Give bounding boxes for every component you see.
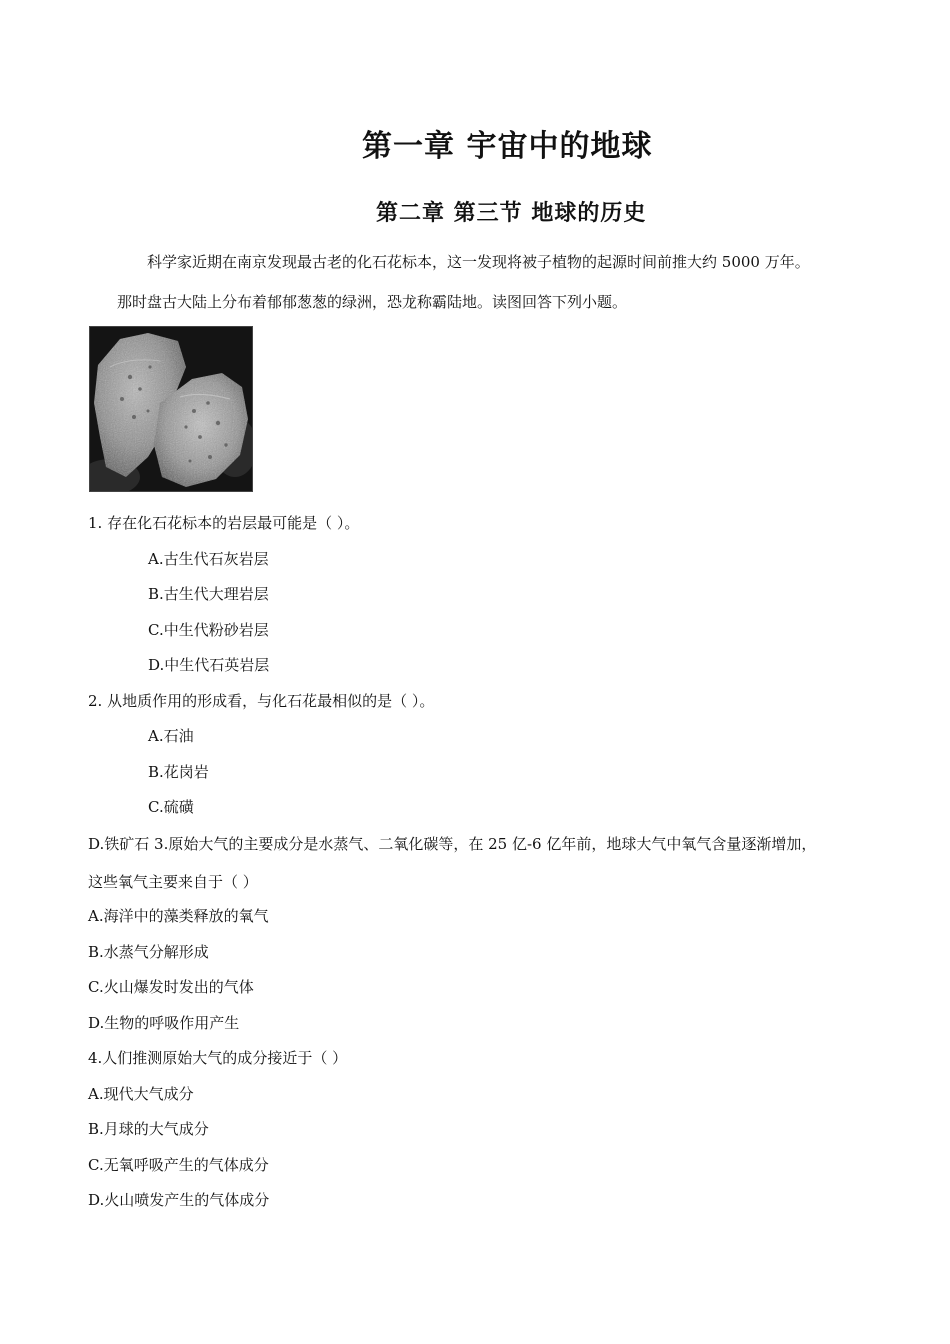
intro-line-1: 科学家近期在南京发现最古老的化石花标本，这一发现将被子植物的起源时间前推大约 5000 万年。 — [147, 253, 810, 271]
page-title: 第一章 宇宙中的地球 — [362, 129, 653, 164]
question-2-option-c: C.硫磺 — [148, 798, 194, 816]
question-3-option-d: D.生物的呼吸作用产生 — [88, 1014, 240, 1032]
question-3-option-c: C.火山爆发时发出的气体 — [88, 978, 254, 996]
fossil-flower-icon — [90, 327, 252, 491]
question-1-option-b: B.古生代大理岩层 — [148, 585, 269, 603]
question-4-option-b: B.月球的大气成分 — [88, 1120, 209, 1138]
question-4-option-d: D.火山喷发产生的气体成分 — [88, 1191, 270, 1209]
fossil-flower-photo — [89, 326, 253, 492]
question-1-option-d: D.中生代石英岩层 — [148, 656, 270, 674]
question-2-stem: 2. 从地质作用的形成看，与化石花最相似的是（ ）。 — [88, 692, 435, 710]
question-3-stem-line-1: D.铁矿石 3.原始大气的主要成分是水蒸气、二氧化碳等，在 25 亿-6 亿年前，地球大气中氧气含量逐渐增加， — [88, 835, 817, 853]
question-2-option-b: B.花岗岩 — [148, 763, 209, 781]
question-4-stem: 4.人们推测原始大气的成分接近于（ ） — [88, 1049, 348, 1067]
question-1-stem: 1. 存在化石花标本的岩层最可能是（ ）。 — [88, 514, 360, 532]
intro-line-2: 那时盘古大陆上分布着郁郁葱葱的绿洲，恐龙称霸陆地。读图回答下列小题。 — [117, 293, 628, 311]
question-3-stem-line-2: 这些氧气主要来自于（ ） — [88, 873, 258, 891]
question-1-option-c: C.中生代粉砂岩层 — [148, 621, 269, 639]
question-3-option-b: B.水蒸气分解形成 — [88, 943, 209, 961]
question-4-option-a: A.现代大气成分 — [88, 1085, 194, 1103]
question-3-option-a: A.海洋中的藻类释放的氧气 — [88, 907, 269, 925]
question-1-option-a: A.古生代石灰岩层 — [148, 550, 269, 568]
question-4-option-c: C.无氧呼吸产生的气体成分 — [88, 1156, 269, 1174]
question-2-option-a: A.石油 — [148, 727, 194, 745]
section-subtitle: 第二章 第三节 地球的历史 — [376, 201, 647, 226]
